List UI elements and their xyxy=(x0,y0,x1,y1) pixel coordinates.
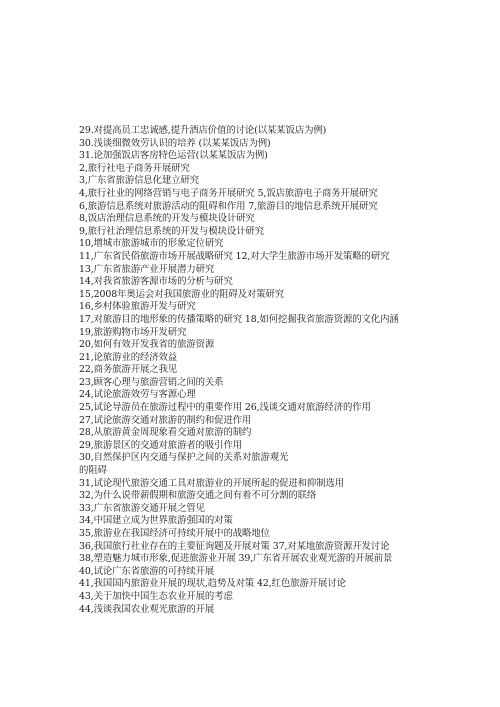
topic-line: 36,我国旅行社业存在的主要征询题及开展对策 37,对某地旅游资源开发讨论 xyxy=(79,540,390,552)
topic-line: 24,试论旅游效劳与客源心理 xyxy=(79,389,196,401)
topic-line: 44,浅谈我国农业观光旅游的开展 xyxy=(79,603,215,615)
topic-line: 6,旅游信息系统对旅游活动的阻碍和作用 7,旅游目的地信息系统开展研究 xyxy=(79,200,378,212)
topic-line: 的阻碍 xyxy=(79,465,107,477)
topic-line: 40,试论广东省旅游的可持续开展 xyxy=(79,565,215,577)
topic-line: 20,如何有效开发我省的旅游资源 xyxy=(79,339,215,351)
topic-line: 19,旅游购物市场开发研究 xyxy=(79,326,187,338)
topic-line: 13,广东省旅游产业开展潜力研究 xyxy=(79,263,215,275)
topic-list xyxy=(79,125,494,616)
topic-line: 3,广东省旅游信息化建立研究 xyxy=(79,175,200,187)
topic-line: 22,商务旅游开展之我见 xyxy=(79,364,178,376)
topic-line: 30.浅谈细微效劳认识的培养 (以某某饭店为例) xyxy=(79,137,271,149)
topic-line: 30,自然保护区内交通与保护之间的关系对旅游观光 xyxy=(79,452,289,464)
topic-line: 29,旅游景区的交通对旅游者的吸引作用 xyxy=(79,439,243,451)
topic-line: 4,旅行社业的网络营销与电子商务开展研究 5,饭店旅游电子商务开展研究 xyxy=(79,187,378,199)
topic-line: 35,旅游业在我国经济可持续开展中的战略地位 xyxy=(79,528,270,539)
topic-line: 15,2008年奥运会对我国旅游业的阻碍及对策研究 xyxy=(79,288,285,300)
topic-line: 29.对提高员工忠诚感,提升酒店价值的讨论(以某某饭店为例) xyxy=(79,125,327,136)
topic-line: 9,旅行社治理信息系统的开发与模块设计研究 xyxy=(79,225,264,237)
topic-line: 10,增城市旅游城市的形象定位研究 xyxy=(79,238,224,250)
topic-line: 23,顾客心理与旅游营销之间的关系 xyxy=(79,376,224,388)
topic-line: 33,广东省旅游交通开展之管见 xyxy=(79,502,205,514)
topic-line: 16,乡村体验旅游开发与研究 xyxy=(79,301,196,313)
topic-line: 34,中国建立成为世界旅游强国的对策 xyxy=(79,515,233,527)
topic-line: 2,旅行社电子商务开展研究 xyxy=(79,162,190,174)
topic-line: 31,试论现代旅游交通工具对旅游业的开展所起的促进和抑制选用 xyxy=(79,477,345,489)
topic-line: 11,广东省民俗旅游市场开展战略研究 12,对大学生旅游市场开发策略的研究 xyxy=(79,250,390,262)
topic-line: 27,试论旅游交通对旅游的制约和促进作用 xyxy=(79,414,252,426)
topic-line: 8,饭店治理信息系统的开发与模块设计研究 xyxy=(79,213,255,225)
topic-line: 32,为什么说带薪假期和旅游交通之间有着不可分割的联络 xyxy=(79,490,317,502)
topic-line: 17,对旅游目的地形象的传播策略的研究 18,如何挖掘我省旅游资源的文化内涵 xyxy=(79,313,399,325)
topic-line: 28,从旅游黄金周现象看交通对旅游的制约 xyxy=(79,427,252,439)
topic-line: 41,我国国内旅游业开展的现状,趋势及对策 42,红色旅游开展讨论 xyxy=(79,578,346,590)
topic-line: 21,论旅游业的经济效益 xyxy=(79,351,178,363)
topic-line: 38,塑造魅力城市形象,促进旅游业开展 39,广东省开展农业观光游的开展前景 xyxy=(79,553,393,565)
topic-line: 31.论加强饭店客房特色运营(以某某饭店为例) xyxy=(79,150,268,162)
topic-line: 14,对我省旅游客源市场的分析与研究 xyxy=(79,276,233,288)
topic-line: 43,关于加快中国生态农业开展的考虑 xyxy=(79,590,233,602)
topic-line: 25,试论导游员在旅游过程中的重要作用 26,浅谈交通对旅游经济的作用 xyxy=(79,402,371,414)
